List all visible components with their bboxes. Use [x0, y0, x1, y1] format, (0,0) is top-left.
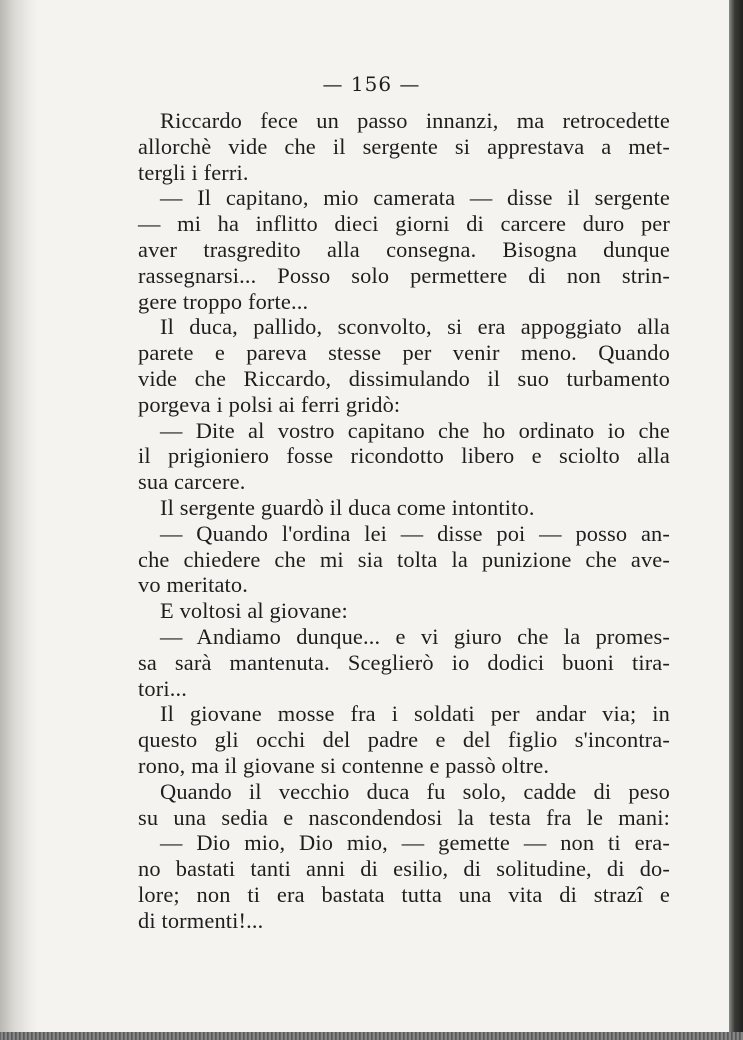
text-line: — Dite al vostro capitano che ho ordinato io che	[160, 417, 670, 443]
text-line: Quando il vecchio duca fu solo, cadde di peso	[160, 778, 670, 804]
text-line: Il sergente guardò il duca come intontito.	[160, 494, 535, 520]
text-line: no bastati tanti anni di esilio, di solitudine, di do-	[138, 856, 670, 882]
text-line: questo gli occhi del padre e del figlio s'incontra-	[138, 727, 670, 753]
text-line: su una sedia e nascondendosi la testa fra le mani:	[138, 804, 670, 830]
text-line: tergli i ferri.	[138, 159, 249, 185]
page-gutter-shadow	[0, 0, 38, 1040]
page-right-edge	[729, 0, 743, 1040]
text-line: — mi ha inflitto dieci giorni di carcere duro per	[138, 211, 670, 237]
text-line: sa sarà mantenuta. Sceglierò io dodici buoni tira-	[138, 649, 670, 675]
text-line: vo meritato.	[138, 572, 248, 598]
text-line: rassegnarsi... Posso solo permettere di non strin-	[138, 262, 670, 288]
text-line: Riccardo fece un passo innanzi, ma retrocedette	[160, 108, 670, 133]
page-bottom-edge	[0, 1032, 743, 1040]
text-line: — Andiamo dunque... e vi giuro che la promes-	[160, 623, 670, 649]
body-text	[138, 108, 670, 934]
text-line: allorchè vide che il sergente si apprestava a met-	[138, 133, 670, 159]
text-line: di tormenti!...	[138, 907, 264, 933]
text-line: che chiedere che mi sia tolta la punizione che ave-	[138, 546, 670, 572]
text-line: porgeva i polsi ai ferri gridò:	[138, 391, 401, 417]
text-line: Il duca, pallido, sconvolto, si era appoggiato alla	[160, 314, 670, 340]
text-line: rono, ma il giovane si contenne e passò oltre.	[138, 752, 550, 778]
text-line: vide che Riccardo, dissimulando il suo turbamento	[138, 365, 670, 391]
text-line: Il giovane mosse fra i soldati per andar via; in	[160, 701, 670, 727]
text-line: parete e pareva stesse per venir meno. Quando	[138, 340, 670, 366]
text-line: E voltosi al giovane:	[160, 598, 348, 624]
text-line: lore; non ti era bastata tutta una vita di strazî e	[138, 881, 670, 907]
page-number: — 156 —	[322, 72, 421, 96]
text-line: — Il capitano, mio camerata — disse il sergente	[160, 185, 670, 211]
text-line: aver trasgredito alla consegna. Bisogna dunque	[138, 236, 670, 262]
text-line: — Quando l'ordina lei — disse poi — posso an-	[160, 520, 670, 546]
text-line: sua carcere.	[138, 469, 246, 495]
text-line: — Dio mio, Dio mio, — gemette — non ti era-	[160, 830, 670, 856]
text-line: il prigioniero fosse ricondotto libero e sciolto alla	[138, 443, 670, 469]
text-line: tori...	[138, 675, 187, 701]
text-line: gere troppo forte...	[138, 288, 309, 314]
